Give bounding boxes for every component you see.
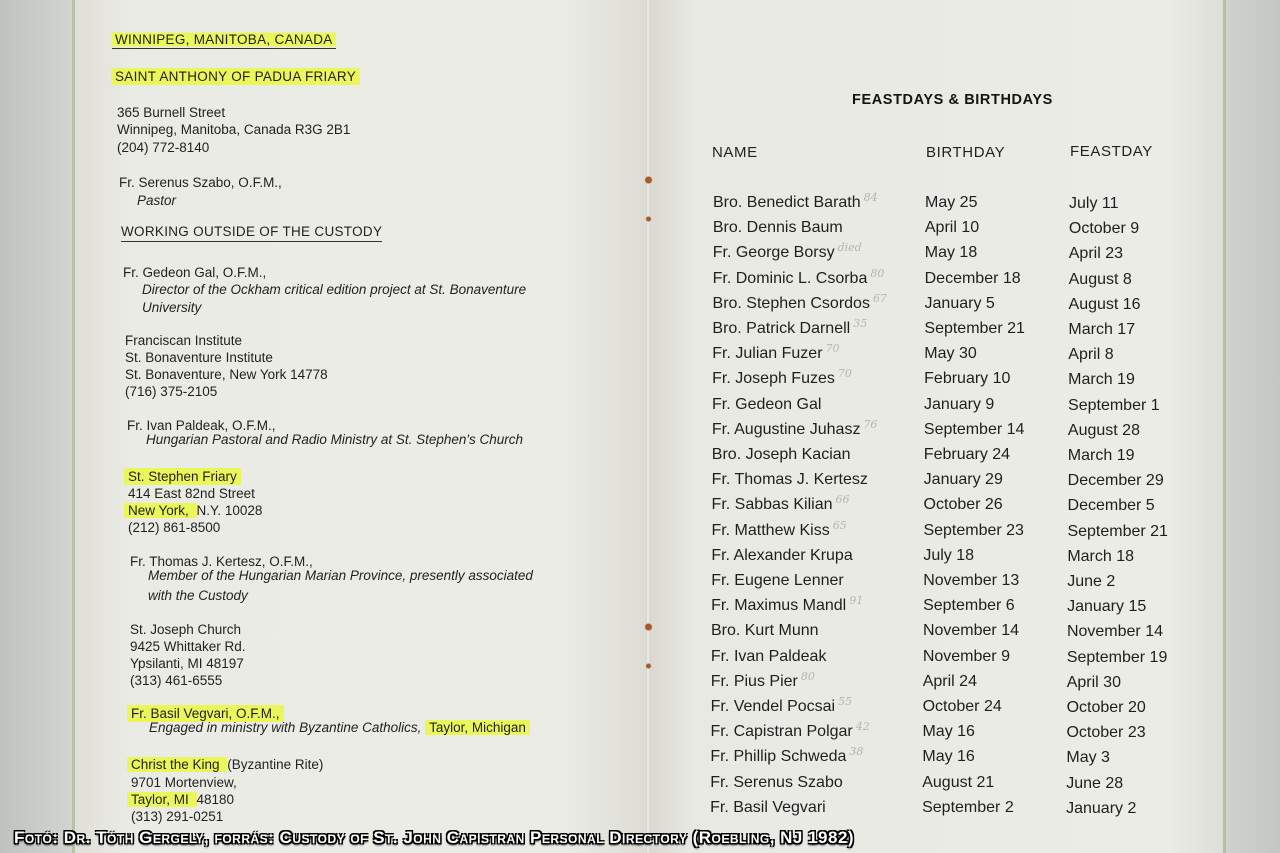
row-feastday: December 5 xyxy=(1067,497,1155,515)
row-feastday: April 8 xyxy=(1068,346,1114,364)
row-birthday: November 9 xyxy=(922,647,1010,665)
row-feastday: April 30 xyxy=(1066,673,1121,691)
row-name: Fr. Dominic L. Csorba xyxy=(712,269,868,287)
row-feastday: September 19 xyxy=(1066,648,1168,666)
row-name: Fr. George Borsy xyxy=(712,244,835,262)
row-name: Fr. Ivan Paldeak xyxy=(710,647,827,665)
address-line xyxy=(124,502,262,519)
row-feastday: October 23 xyxy=(1066,724,1146,742)
stephen-friary: St. Stephen Friary xyxy=(124,468,241,485)
row-birthday: January 9 xyxy=(924,395,995,413)
gal-role: University xyxy=(142,300,202,315)
row-name: Fr. Vendel Pocsai xyxy=(710,698,836,715)
highlighted-text: Christ the King xyxy=(127,757,227,772)
pastor-name: Fr. Serenus Szabo, O.F.M., xyxy=(119,175,282,190)
church-name xyxy=(127,756,323,773)
row-birthday: October 26 xyxy=(923,496,1003,514)
address-line xyxy=(127,791,234,808)
row-feastday: September 1 xyxy=(1068,396,1160,414)
row-feastday: March 17 xyxy=(1068,321,1136,338)
row-birthday: July 18 xyxy=(923,546,975,564)
row-feastday: March 19 xyxy=(1067,447,1135,464)
row-name: Fr. Thomas J. Kertesz xyxy=(711,471,868,489)
pencil-annotation: 65 xyxy=(832,518,847,532)
row-feastday: November 14 xyxy=(1066,623,1163,641)
address-text: 48180 xyxy=(196,792,235,807)
row-birthday: September 2 xyxy=(922,798,1014,816)
row-name: Fr. Phillip Schweda xyxy=(710,748,847,766)
address-line: Ypsilanti, MI 48197 xyxy=(130,656,244,671)
column-header-name: NAME xyxy=(712,144,758,161)
row-name: Bro. Stephen Csordos xyxy=(712,294,870,312)
pencil-annotation: 91 xyxy=(849,594,864,608)
photo-credit: Fotó: Dr. Tóth Gergely, forrás: Custody of St. John Capistran Personal Directory (Roebling, NJ 1982) xyxy=(14,828,855,847)
row-birthday: February 10 xyxy=(924,370,1011,388)
address-phone: (212) 861-8500 xyxy=(128,520,221,535)
row-feastday: August 8 xyxy=(1068,270,1132,288)
row-name: Fr. Basil Vegvari xyxy=(710,798,826,816)
row-name: Fr. Matthew Kiss xyxy=(711,521,830,539)
address-line: 9701 Mortenview, xyxy=(131,775,237,790)
address-line: St. Bonaventure, New York 14778 xyxy=(125,367,328,382)
kertesz-name: Fr. Thomas J. Kertesz, O.F.M., xyxy=(130,554,313,569)
row-birthday: December 18 xyxy=(924,269,1021,287)
row-birthday: September 23 xyxy=(923,521,1024,539)
row-feastday: July 11 xyxy=(1069,195,1119,212)
address-phone: (313) 461-6555 xyxy=(130,673,223,688)
address-line: 9425 Whittaker Rd. xyxy=(130,639,246,654)
row-birthday: November 14 xyxy=(922,622,1019,640)
pencil-annotation: 42 xyxy=(855,720,870,734)
gal-role: Director of the Ockham critical edition project at St. Bonaventure xyxy=(142,282,527,297)
pencil-annotation: 84 xyxy=(863,191,878,204)
row-birthday: January 5 xyxy=(924,294,995,312)
kertesz-role: with the Custody xyxy=(148,588,248,603)
highlighted-text: New York, xyxy=(124,503,197,518)
row-feastday: December 29 xyxy=(1067,472,1164,490)
address-line: 414 East 82nd Street xyxy=(128,486,255,501)
staple-mark xyxy=(644,168,653,228)
vegvari-name: Fr. Basil Vegvari, O.F.M., xyxy=(127,705,284,722)
row-name: Fr. Capistran Polgar xyxy=(710,723,853,741)
row-name: Fr. Maximus Mandl xyxy=(711,597,847,615)
pencil-annotation: died xyxy=(837,241,862,255)
gal-name: Fr. Gedeon Gal, O.F.M., xyxy=(123,265,267,280)
address-text: N.Y. 10028 xyxy=(196,503,263,518)
row-feastday: September 21 xyxy=(1067,522,1168,540)
row-birthday: May 25 xyxy=(925,194,978,211)
row-feastday: April 23 xyxy=(1068,245,1123,263)
row-birthday: September 6 xyxy=(923,597,1015,615)
row-name: Bro. Patrick Darnell xyxy=(712,320,851,337)
row-birthday: May 16 xyxy=(922,723,975,741)
church-rite: (Byzantine Rite) xyxy=(227,757,324,772)
column-header-birthday: BIRTHDAY xyxy=(926,144,1006,161)
row-birthday: May 30 xyxy=(924,345,977,363)
row-feastday: August 16 xyxy=(1068,295,1141,313)
row-birthday: September 14 xyxy=(923,420,1025,438)
row-name: Fr. Alexander Krupa xyxy=(711,546,853,564)
pencil-annotation: 80 xyxy=(800,669,815,683)
row-birthday: November 13 xyxy=(923,572,1020,589)
row-feastday: May 3 xyxy=(1066,749,1110,767)
row-name: Fr. Joseph Fuzes xyxy=(712,370,835,388)
page-title: FEASTDAYS & BIRTHDAYS xyxy=(852,92,1053,108)
row-name: Fr. Eugene Lenner xyxy=(711,572,844,589)
row-feastday: October 20 xyxy=(1066,699,1146,716)
row-birthday: May 16 xyxy=(922,748,975,766)
pencil-annotation: 38 xyxy=(849,745,864,759)
row-name: Bro. Kurt Munn xyxy=(710,622,819,640)
pencil-annotation: 55 xyxy=(838,695,853,708)
pencil-annotation: 76 xyxy=(863,417,878,431)
row-feastday: August 28 xyxy=(1067,421,1140,439)
paldeak-role: Hungarian Pastoral and Radio Ministry at St. Stephen's Church xyxy=(146,432,524,447)
address-line: Winnipeg, Manitoba, Canada R3G 2B1 xyxy=(117,122,351,137)
section-heading: WORKING OUTSIDE OF THE CUSTODY xyxy=(121,223,382,242)
row-feastday: January 15 xyxy=(1067,598,1147,616)
pencil-annotation: 66 xyxy=(835,493,850,507)
pencil-annotation: 67 xyxy=(872,291,887,305)
column-header-feastday: FEASTDAY xyxy=(1070,143,1153,160)
address-phone: (204) 772-8140 xyxy=(117,140,210,155)
row-birthday: August 21 xyxy=(922,773,995,791)
row-birthday: January 29 xyxy=(923,471,1003,489)
row-name: Fr. Sabbas Kilian xyxy=(711,496,833,514)
address-line: St. Joseph Church xyxy=(130,622,242,637)
city-heading: WINNIPEG, MANITOBA, CANADA xyxy=(112,31,336,49)
row-feastday: March 19 xyxy=(1068,371,1135,389)
pencil-annotation: 80 xyxy=(870,266,885,280)
pencil-annotation: 35 xyxy=(853,317,868,330)
pencil-annotation: 70 xyxy=(837,367,852,381)
row-feastday: March 18 xyxy=(1067,547,1135,565)
row-name: Fr. Serenus Szabo xyxy=(710,773,843,791)
address-phone: (716) 375-2105 xyxy=(125,384,218,399)
row-feastday: June 2 xyxy=(1067,573,1116,590)
highlighted-text: Taylor, Michigan xyxy=(425,720,530,735)
row-name: Fr. Augustine Juhasz xyxy=(711,420,861,438)
staple-mark xyxy=(644,615,653,675)
row-birthday: May 18 xyxy=(924,244,978,262)
row-birthday: September 21 xyxy=(924,320,1025,337)
pencil-annotation: 70 xyxy=(825,342,840,356)
row-feastday: January 2 xyxy=(1066,799,1137,817)
pastor-role: Pastor xyxy=(137,193,177,208)
row-name: Bro. Dennis Baum xyxy=(712,219,843,237)
address-line: 365 Burnell Street xyxy=(117,105,226,120)
address-line: St. Bonaventure Institute xyxy=(125,350,273,365)
row-birthday: April 24 xyxy=(922,672,977,690)
row-birthday: February 24 xyxy=(923,446,1011,463)
row-feastday: October 9 xyxy=(1068,220,1140,238)
address-phone: (313) 291-0251 xyxy=(131,809,224,824)
book-spine xyxy=(646,0,650,853)
paldeak-name: Fr. Ivan Paldeak, O.F.M., xyxy=(127,418,276,433)
address-line: Franciscan Institute xyxy=(125,333,243,348)
row-name: Bro. Benedict Barath xyxy=(713,194,861,211)
kertesz-role: Member of the Hungarian Marian Province, presently associated xyxy=(148,568,533,583)
row-name: Fr. Gedeon Gal xyxy=(712,395,822,413)
row-name: Fr. Julian Fuzer xyxy=(712,345,823,363)
vegvari-role xyxy=(149,719,530,736)
highlighted-text: Taylor, MI xyxy=(127,792,197,807)
row-name: Fr. Pius Pier xyxy=(710,672,798,690)
row-name: Bro. Joseph Kacian xyxy=(711,446,851,463)
row-birthday: October 24 xyxy=(922,698,1002,715)
vegvari-role-text: Engaged in ministry with Byzantine Catholics, xyxy=(149,720,426,735)
friary-heading: SAINT ANTHONY OF PADUA FRIARY xyxy=(111,68,360,85)
row-feastday: June 28 xyxy=(1066,774,1124,792)
row-birthday: April 10 xyxy=(924,219,980,237)
